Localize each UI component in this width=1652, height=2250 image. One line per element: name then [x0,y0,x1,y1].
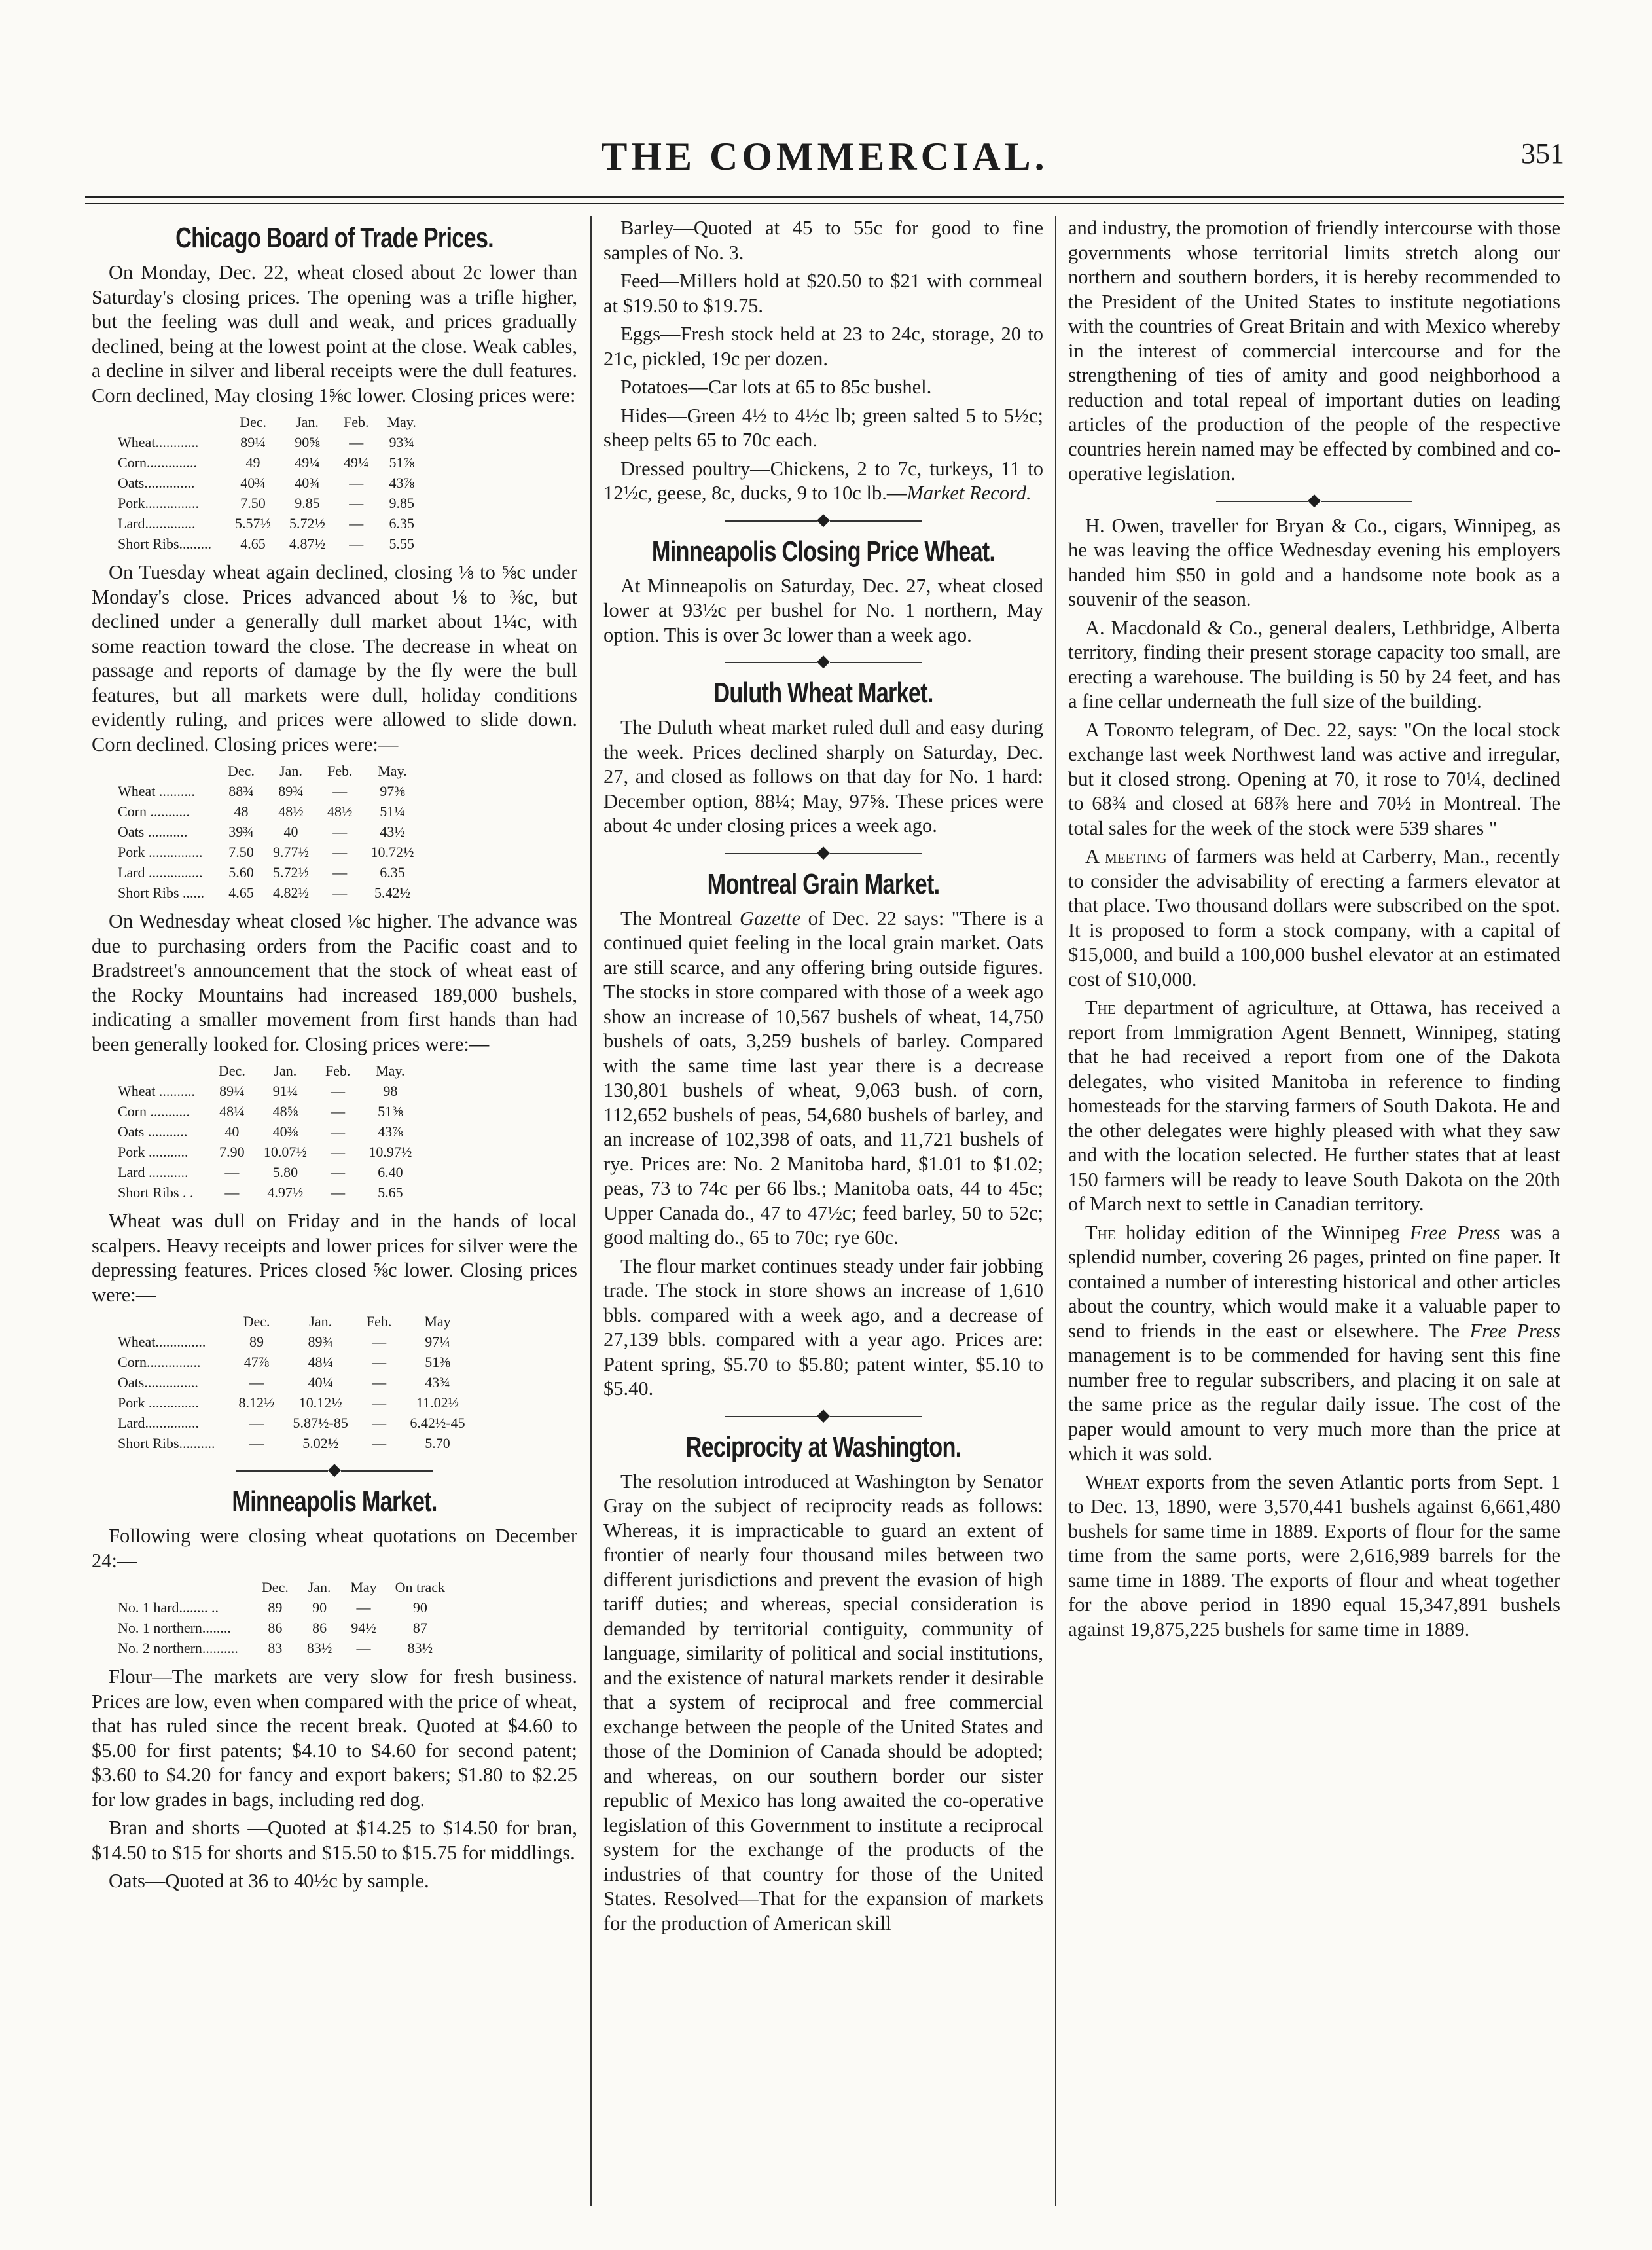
table-row: Pork............... 7.50 9.85 — 9.85 [118,495,414,511]
table-row: Pork .............. 8.12½ 10.12½ — 11.02½ [118,1394,459,1411]
article-paragraph: Oats—Quoted at 36 to 40½c by sample. [109,1870,429,1892]
article-paragraph: Potatoes—Car lots at 65 to 85c bushel. [620,376,932,398]
table-row: Wheat............ 89¼ 90⅝ — 93¾ [118,434,414,450]
table-row: Wheat.............. 89 89¾ — 97¼ [118,1334,450,1350]
table-row: No. 2 northern.......... 83 83½ — 83½ [118,1640,433,1656]
table-row: Oats ........... 39¾ 40 — 43½ [118,824,405,840]
column-divider [1055,216,1056,2206]
article-paragraph: Bran and shorts —Quoted at $14.25 to $14.50 for bran, $14.50 to $15 for shorts and $15.50 to $15.75 for middlings. [92,1817,577,1864]
headline-reciprocity: Reciprocity at Washington. [685,1430,961,1463]
article-paragraph: Dressed poultry—Chickens, 2 to 7c, turkeys, 11 to 12½c, geese, 8c, ducks, 9 to 10c lb.—Market Record. [603,457,1043,504]
table-row: Pork ........... 7.90 10.07½ — 10.97½ [118,1144,412,1160]
table-row: No. 1 hard........ .. 89 90 — 90 [118,1599,427,1616]
table-row: Corn.............. 49 49¼ 49¼ 51⅞ [118,454,414,471]
article-paragraph: The holiday edition of the Winnipeg Free Press was a splendid number, covering 26 pages, printed on fine paper. It contained a number of interesting historical and other articles about the country, which would make it a valuable paper to send to friends in the east or elsewhere. The Free Press management is to be commended for having sent this fine number free to regular subscribers, and placing it on sale at the same price as the regular daily issue. The cost of the paper would amount to very much more than the price at which it was sold. [1068,1221,1560,1464]
table-row: Oats ........... 40 40⅜ — 43⅞ [118,1123,403,1140]
source-credit: Market Record. [907,482,1032,504]
article-paragraph: Feed—Millers hold at $20.50 to $21 with cornmeal at $19.50 to $19.75. [603,270,1043,317]
article-paragraph: On Monday, Dec. 22, wheat closed about 2c lower than Saturday's closing prices. The opening was a trifle higher, but the feeling was dull and weak, and prices gradually declined, being at the lowest point at the close. Weak cables, a decline in silver and liberal receipts were the dull features. Corn declined, May closing 1⅝c lower. Closing prices were: [92,261,577,407]
table-row: Short Ribs ...... 4.65 4.82½ — 5.42½ [118,884,410,901]
headline-montreal: Montreal Grain Market. [707,867,940,900]
column-1 [92,216,577,1898]
table-row: Corn ........... 48 48½ 48½ 51¼ [118,803,405,820]
price-table-tuesday: Dec. Jan. Feb. May. Wheat .......... 88¾ 89¾ — 97⅜ Corn ........... 48 48½ 48½ 51¼ Oats ........... 39¾ 40 — 43½ Pork ............... 7.50 9.77½ — 10.72½ Lard ............... 5.60 5.72½ — 6.35 Short Ribs ...... 4.65 4.82½ — 5.42½ [118,761,423,903]
table-row: Lard ........... — 5.80 — 6.40 [118,1164,403,1180]
table-row: Corn ........... 48¼ 48⅝ — 51⅜ [118,1103,403,1119]
source-credit: Gazette [740,907,801,930]
section-separator: ◆ [603,843,1043,862]
article-paragraph: On Wednesday wheat closed ⅛c higher. The advance was due to purchasing orders from the Pacific coast and to Bradstreet's announcement that the stock of wheat east of the Rocky Mountains had increased 189,000 bushels, indicating a smaller movement from first hands than had been generally looked for. Closing prices were:— [92,910,577,1055]
table-row: Lard ............... 5.60 5.72½ — 6.35 [118,864,405,880]
column-2 [603,216,1043,1940]
article-paragraph: and industry, the promotion of friendly intercourse with those governments whose territorial limits stretch along our northern and southern borders, it is hereby recommended to the President of the United States to institute negotiations with the countries of Great Britain and with Mexico whereby in the interest of commercial intercourse and for the strengthening of ties of amity and good neighborhood a reduction and total repeal of important duties on leading articles of the production of the people of the respective countries herein named may be effected by combined and co-operative legislation. [1068,217,1560,484]
article-paragraph: Eggs—Fresh stock held at 23 to 24c, storage, 20 to 21c, pickled, 19c per dozen. [603,323,1043,370]
table-row: Corn............... 47⅞ 48¼ — 51⅜ [118,1354,450,1370]
headline-duluth: Duluth Wheat Market. [713,677,933,709]
article-paragraph: Wheat was dull on Friday and in the hands of local scalpers. Heavy receipts and lower prices for silver were the depressing features. Prices closed ⅝c lower. Closing prices were:— [92,1210,577,1306]
section-separator: ◆ [603,651,1043,671]
table-row: Short Ribs.......... — 5.02½ — 5.70 [118,1435,450,1451]
article-paragraph: Barley—Quoted at 45 to 55c for good to fine samples of No. 3. [603,217,1043,264]
table-row: Oats............... — 40¼ — 43¾ [118,1374,450,1390]
article-paragraph: Following were closing wheat quotations on December 24:— [92,1525,577,1572]
table-row: Lard.............. 5.57½ 5.72½ — 6.35 [118,515,414,532]
price-table-minneapolis: Dec. Jan. May On track No. 1 hard........ .. 89 90 — 90 No. 1 northern........ 86 86 94½ 87 No. 2 northern.......... 83 83½ — 83½ [118,1577,454,1658]
table-row: Short Ribs . . — 4.97½ — 5.65 [118,1184,403,1201]
section-separator: ◆ [1068,490,1560,510]
table-row: Oats.............. 40¾ 40¾ — 43⅞ [118,475,414,491]
table-row: Short Ribs......... 4.65 4.87½ — 5.55 [118,535,414,552]
table-row: Wheat .......... 89¼ 91¼ — 98 [118,1083,398,1099]
article-paragraph: The Duluth wheat market ruled dull and easy during the week. Prices declined sharply on Saturday, Dec. 27, and closed as follows on that day for No. 1 hard: December option, 88¼; May, 97⅝. These prices were about 4c under closing prices a week ago. [603,716,1043,837]
headline-minneapolis: Minneapolis Market. [232,1485,437,1517]
column-divider [590,216,592,2206]
header-rule [85,196,1564,198]
article-paragraph: H. Owen, traveller for Bryan & Co., cigars, Winnipeg, as he was leaving the office Wednesday evening his employers handed him $50 in gold and a handsome note book as a souvenir of the season. [1068,514,1560,610]
article-paragraph: Hides—Green 4½ to 4½c lb; green salted 5 to 5½c; sheep pelts 65 to 70c each. [603,404,1043,451]
article-paragraph: The flour market continues steady under fair jobbing trade. The stock in store shows an increase of 1,610 bbls. compared with a week ago, and a decrease of 27,139 bbls. compared with a year ago. Prices are: Patent spring, $5.70 to $5.80; patent winter, $5.10 to $5.40. [603,1254,1043,1400]
article-paragraph: The resolution introduced at Washington by Senator Gray on the subject of reciprocity reads as follows: Whereas, it is impracticable to guard an extent of frontier of nearly four thousand miles between two different jurisdictions and prevent the evasion of high tariff duties; and whereas, special consideration is demanded by territorial contiguity, community of language, similarity of political and social institutions, and the existence of natural markets render it desirable that a system of reciprocal and free commercial exchange between the people of the United States and those of the Dominion of Canada should be adopted; and whereas, on our southern border our sister republic of Mexico has long awaited the co-operative legislation of this Government to institute a reciprocal system for the exchange of the products of the industries of that country for those of the United States. Resolved—That for the expansion of markets for the production of American skill [603,1470,1043,1934]
article-paragraph: A. Macdonald & Co., general dealers, Lethbridge, Alberta territory, finding their present storage capacity too small, are erecting a warehouse. The building is 50 by 24 feet, and has a fine cellar underneath the full size of the building. [1068,616,1560,712]
article-paragraph: Flour—The markets are very slow for fresh business. Prices are low, even when compared with the price of wheat, that has ruled since the recent break. Quoted at $4.60 to $5.00 for first patents; $4.10 to $4.60 for second patent; $3.60 to $4.20 for fancy and export bakers; $1.80 to $2.25 for low grades in bags, including red dog. [92,1665,577,1811]
section-separator: ◆ [92,1460,577,1479]
source-credit: Free Press [1469,1319,1560,1342]
article-paragraph: Wheat exports from the seven Atlantic ports from Sept. 1 to Dec. 13, 1890, were 3,570,441 bushels against 6,661,480 bushels for same time in 1889. Exports of flour for the same time from the same ports, were 2,616,989 barrels for the same time in 1889. The exports of flour and wheat together for the above period in 1890 equal 15,347,891 bushels against 19,875,225 bushels for same time in 1889. [1068,1470,1560,1641]
article-paragraph: The department of agriculture, at Ottawa, has received a report from Immigration Agent Bennett, Winnipeg, stating that he had received a report from one of the Dakota delegates, who visited Manitoba in reference to finding homesteads for the starving farmers of South Dakota. He and the other delegates were highly pleased with what they saw and with the location selected. He further states that at least 150 farmers will be ready to leave South Dakota on the 20th of March next to settle in Canadian territory. [1068,996,1560,1215]
article-paragraph: On Tuesday wheat again declined, closing ⅛ to ⅝c under Monday's close. Prices advanced about ⅛ to ⅜c, but declined under a generally dull market about 1¼c, with some reaction toward the close. The decrease in wheat on passage and reports of damage by the fly were the bull features, but all markets were dull, holiday conditions evidently ruling, and prices were allowed to slide down. Corn declined. Closing prices were:— [92,561,577,755]
masthead-title: THE COMMERCIAL. [601,135,1049,178]
section-separator: ◆ [603,1406,1043,1425]
article-paragraph: The Montreal Gazette of Dec. 22 says: "There is a continued quiet feeling in the local grain market. Oats are still scarce, and any offering bring outside figures. The stocks in store compared with those of a week ago show an increase of 10,567 bushels of wheat, 14,750 bushels of oats, 3,259 bushels of barley. Compared with the same time last year there is a decrease 130,801 bushels of wheat, 9,063 bush. of corn, 112,652 bushels of peas, 54,680 bushels of barley, and an increase of 102,398 of oats, and 11,721 bushels of rye. Prices are: No. 2 Manitoba hard, $1.01 to $1.02; peas, 73 to 74c per 66 lbs.; Manitoba oats, 44 to 45c; Upper Canada do., 47 to 47½c; feed barley, 50 to 52c; good malting do., 65 to 70c; rye 60c. [603,907,1044,1248]
masthead [85,134,1564,187]
page-number: 351 [1521,137,1564,170]
price-table-friday: Dec. Jan. Feb. May Wheat.............. 89 89¾ — 97¼ Corn............... 47⅞ 48¼ — 51⅜ Oats............... — 40¼ — 43¾ Pork .............. 8.12½ 10.12½ — 11.02½ Lard............... — 5.87½-85 — 6.42½-45 Short Ribs.......... — 5.02½ — 5.70 [118,1311,475,1453]
table-row: No. 1 northern........ 86 86 94½ 87 [118,1620,427,1636]
article-paragraph: At Minneapolis on Saturday, Dec. 27, wheat closed lower at 93½c per bushel for No. 1 northern, May option. This is over 3c lower than a week ago. [603,574,1043,646]
headline-chicago: Chicago Board of Trade Prices. [175,222,494,254]
header-rule-thin [85,203,1564,204]
headline-minneapolis-closing: Minneapolis Closing Price Wheat. [651,535,996,568]
column-3 [1068,216,1560,1646]
source-credit: Free Press [1409,1221,1501,1244]
section-separator: ◆ [603,510,1043,530]
table-row: Lard............... — 5.87½-85 — 6.42½-45 [118,1415,465,1431]
article-paragraph: A Toronto telegram, of Dec. 22, says: "On the local stock exchange last week Northwest land was active and irregular, but it closed strong. Opening at 70, it rose to 70¼, declined to 68¾ and closed at 68⅞ here and 70½ in Montreal. The total sales for the week of the stock were 539 shares " [1068,718,1560,839]
article-paragraph: A meeting of farmers was held at Carberry, Man., recently to consider the advisability of erecting a farmers elevator at that place. Two thousand dollars were subscribed on the spot. It is proposed to form a stock company, with a capital of $15,000, and build a 100,000 bushel elevator at an estimated cost of $10,000. [1068,845,1561,990]
price-table-monday: Dec. Jan. Feb. May. Wheat............ 89¼ 90⅝ — 93¾ Corn.............. 49 49¼ 49¼ 51⅞ Oats.............. 40¾ 40¾ — 43⅞ Pork............... 7.50 9.85 — 9.85 Lard.............. 5.57½ 5.72½ — 6.35 Short Ribs......... 4.65 4.87½ — 5.55 [118,412,425,554]
table-row: Pork ............... 7.50 9.77½ — 10.72½ [118,844,414,860]
table-row: Wheat .......... 88¾ 89¾ — 97⅜ [118,783,405,799]
price-table-wednesday: Dec. Jan. Feb. May. Wheat .......... 89¼ 91¼ — 98 Corn ........... 48¼ 48⅝ — 51⅜ Oats ........... 40 40⅜ — 43⅞ Pork ........... 7.90 10.07½ — 10.97½ Lard ........... — 5.80 — 6.40 Short Ribs . . — 4.97½ — 5.65 [118,1061,421,1203]
